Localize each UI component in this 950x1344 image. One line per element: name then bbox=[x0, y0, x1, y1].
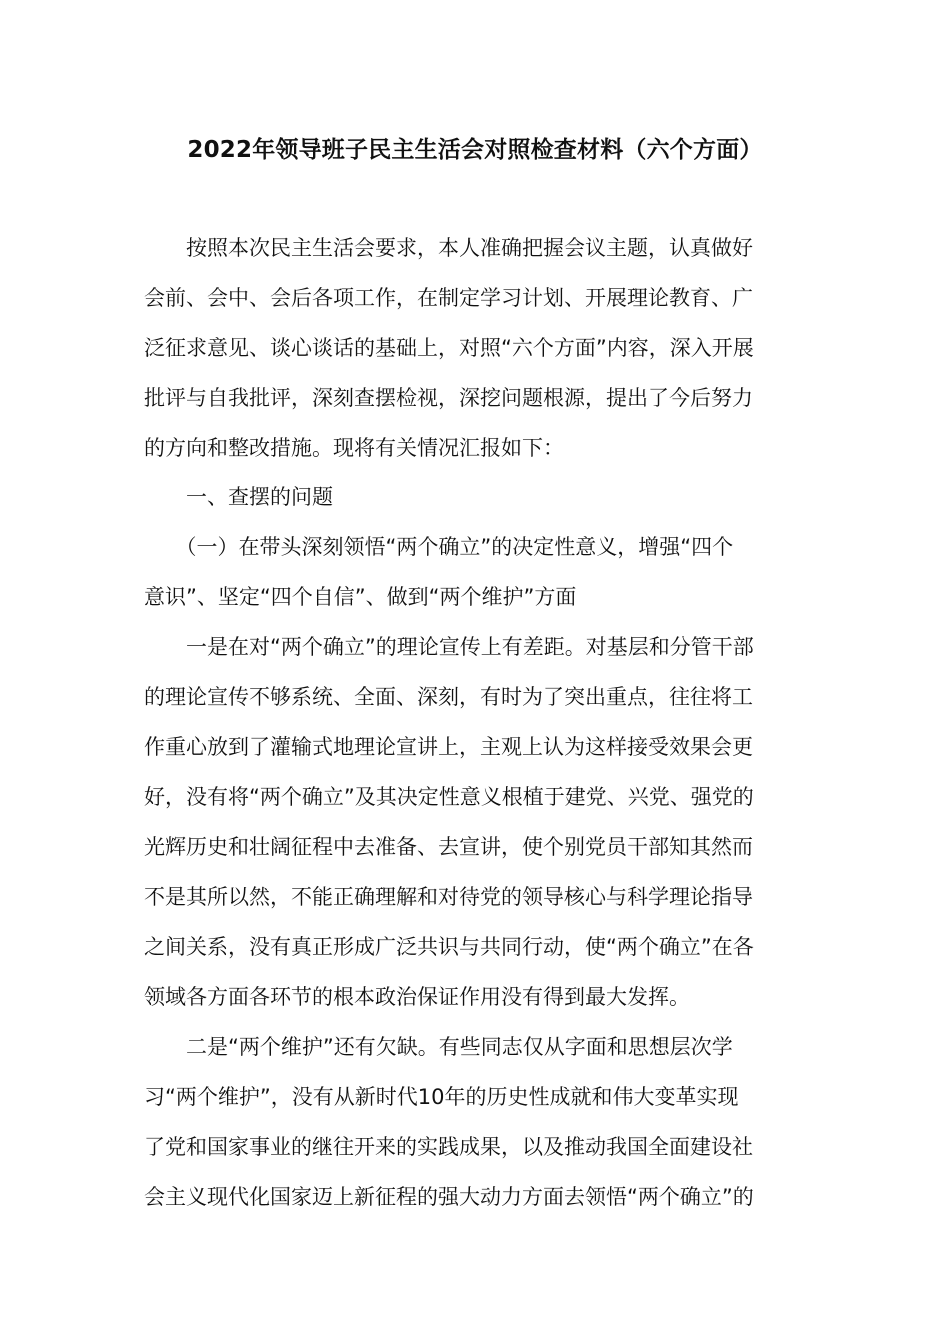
body-line: 的方向和整改措施。现将有关情况汇报如下： bbox=[144, 436, 564, 460]
body-line: 一是在对“两个确立”的理论宣传上有差距。对基层和分管干部 bbox=[144, 635, 754, 659]
body-line: 领域各方面各环节的根本政治保证作用没有得到最大发挥。 bbox=[144, 985, 690, 1009]
body-line: 泛征求意见、谈心谈话的基础上，对照“六个方面”内容，深入开展 bbox=[144, 336, 754, 360]
body-line: 批评与自我批评，深刻查摆检视，深挖问题根源，提出了今后努力 bbox=[144, 386, 753, 410]
section-heading: 一、查摆的问题 bbox=[144, 485, 333, 509]
body-line: 了党和国家事业的继往开来的实践成果，以及推动我国全面建设社 bbox=[144, 1135, 753, 1159]
body-line: 二是“两个维护”还有欠缺。有些同志仅从字面和思想层次学 bbox=[144, 1035, 733, 1059]
body-line: 之间关系，没有真正形成广泛共识与共同行动，使“两个确立”在各 bbox=[144, 935, 754, 959]
body-line: 不是其所以然，不能正确理解和对待党的领导核心与科学理论指导 bbox=[144, 885, 753, 909]
body-line: 按照本次民主生活会要求，本人准确把握会议主题，认真做好 bbox=[144, 236, 753, 260]
body-line: 会主义现代化国家迈上新征程的强大动力方面去领悟“两个确立”的 bbox=[144, 1185, 754, 1209]
body-line: 会前、会中、会后各项工作，在制定学习计划、开展理论教育、广 bbox=[144, 286, 753, 310]
body-line: 的理论宣传不够系统、全面、深刻，有时为了突出重点，往往将工 bbox=[144, 685, 753, 709]
subsection-heading: 意识”、坚定“四个自信”、做到“两个维护”方面 bbox=[144, 585, 577, 609]
body-line: 好，没有将“两个确立”及其决定性意义根植于建党、兴党、强党的 bbox=[144, 785, 754, 809]
document-title: 2022年领导班子民主生活会对照检查材料（六个方面） bbox=[187, 137, 763, 163]
body-line: 作重心放到了灌输式地理论宣讲上，主观上认为这样接受效果会更 bbox=[144, 735, 753, 759]
body-line: 光辉历史和壮阔征程中去准备、去宣讲，使个别党员干部知其然而 bbox=[144, 835, 753, 859]
body-line: 习“两个维护”，没有从新时代10年的历史性成就和伟大变革实现 bbox=[144, 1085, 739, 1109]
subsection-heading: （一）在带头深刻领悟“两个确立”的决定性意义，增强“四个 bbox=[144, 535, 734, 559]
